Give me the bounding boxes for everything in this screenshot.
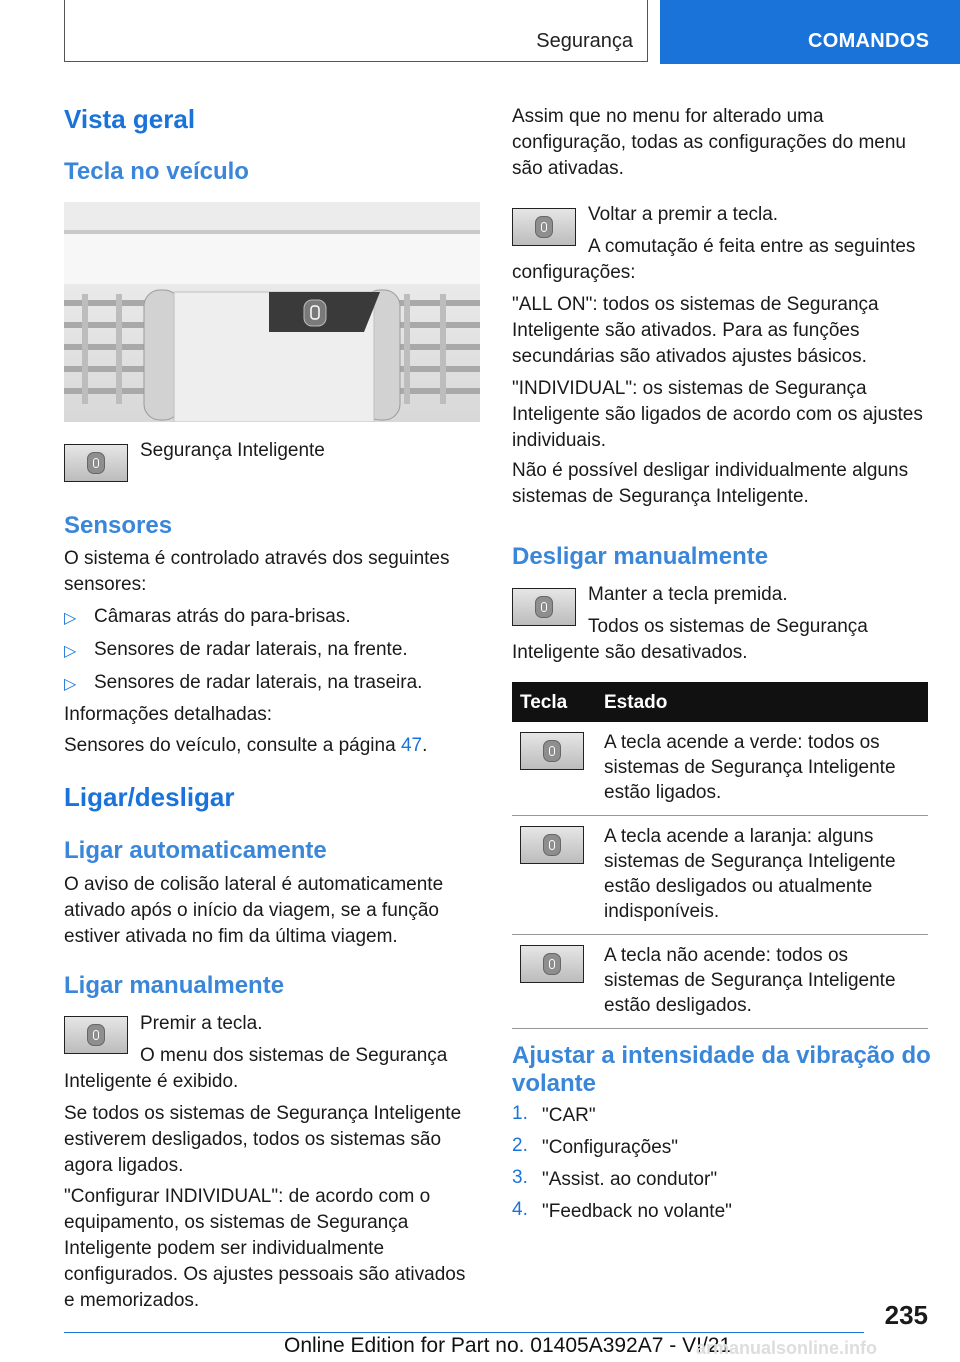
- table-row: [512, 722, 928, 816]
- sensors-intro: O sistema é controlado através dos seguintes sensores:: [64, 548, 450, 595]
- sensor-item-3: Sensores de radar laterais, na traseira.: [94, 672, 423, 693]
- header-chapter-title: COMANDOS: [808, 30, 930, 52]
- details-label: Informações detalhadas:: [64, 704, 273, 725]
- heading-overview: Vista geral: [64, 104, 196, 134]
- step-number: 2.: [512, 1135, 528, 1156]
- manual-step: Premir a tecla.: [140, 1013, 263, 1034]
- heading-sensors: Sensores: [64, 512, 173, 539]
- step-text: "Configurações": [542, 1137, 679, 1158]
- heading-manual-on: Ligar manualmente: [64, 972, 285, 999]
- table-cell-key: [512, 816, 596, 935]
- intelligent-safety-key-icon: [64, 444, 128, 482]
- heading-vibration: Ajustar a intensidade da vibração do volante: [512, 1042, 931, 1097]
- not-possible-text: Não é possível desligar individualmente alguns sistemas de Segurança Inteligente.: [512, 460, 909, 507]
- table-cell-key: [512, 935, 596, 1029]
- manual-result: O menu dos sistemas de Segurança Inteligente é exibido.: [64, 1045, 448, 1092]
- heading-manual-off: Desligar manualmente: [512, 543, 769, 570]
- table-row: [512, 935, 928, 1029]
- intelligent-safety-key-icon: [520, 945, 584, 983]
- individual-text: "INDIVIDUAL": os sistemas de Segurança Inteligente são ligados de acordo com os ajustes individuais.: [512, 378, 923, 451]
- details-reference: Sensores do veículo, consulte a página 47.: [64, 735, 428, 756]
- all-on-text: "ALL ON": todos os sistemas de Segurança Inteligente são ativados. Para as funções secundárias são ativados ajustes básicos.: [512, 294, 879, 367]
- dashboard-vents-illustration: [64, 202, 480, 422]
- table-header-key: Tecla: [512, 682, 596, 722]
- switch-text: A comutação é feita entre as seguintes configurações:: [512, 236, 916, 283]
- header-chapter-box: [660, 0, 960, 64]
- details-text: Sensores do veículo, consulte a página: [64, 735, 396, 756]
- step-number: 4.: [512, 1199, 528, 1220]
- step-number: 1.: [512, 1103, 528, 1124]
- table-cell-state: A tecla acende a verde: todos os sistemas de Segurança Inteligente estão ligados.: [596, 722, 928, 816]
- menu-paragraph: Assim que no menu for alterado uma configuração, todas as configurações do menu são ativadas.: [512, 106, 906, 179]
- key-caption: Segurança Inteligente: [140, 440, 325, 461]
- step-number: 3.: [512, 1167, 528, 1188]
- sensor-item-1: Câmaras atrás do para-brisas.: [94, 606, 351, 627]
- heading-key-in-vehicle: Tecla no veículo: [64, 158, 249, 185]
- table-header-row: [512, 682, 928, 722]
- bullet-triangle-icon: ▷: [64, 610, 77, 627]
- press-again-step: Voltar a premir a tecla.: [588, 204, 779, 225]
- manual-paragraph-1: Se todos os sistemas de Segurança Inteligente estiverem desligados, todos os sistemas são agora ligados.: [64, 1103, 462, 1176]
- sensor-item-2: Sensores de radar laterais, na frente.: [94, 639, 408, 660]
- header-section-box: [64, 0, 648, 62]
- bullet-triangle-icon: ▷: [64, 643, 77, 660]
- step-text: "Feedback no volante": [542, 1201, 732, 1222]
- key-state-table: [512, 682, 928, 1029]
- table-cell-state: A tecla não acende: todos os sistemas de Segurança Inteligente estão desligados.: [596, 935, 928, 1029]
- table-cell-state: A tecla acende a laranja: alguns sistemas de Segurança Inteligente estão desligados ou atualmente indisponíveis.: [596, 816, 928, 935]
- table-row: [512, 816, 928, 935]
- table-header-state: Estado: [596, 682, 928, 722]
- table-cell-key: [512, 722, 596, 816]
- footer-watermark: armanualsonline.info: [696, 1338, 878, 1358]
- auto-on-text: O aviso de colisão lateral é automaticamente ativado após o início da viagem, se a função estiver ativada no fim da última viagem.: [64, 874, 444, 947]
- footer-divider: [64, 1332, 864, 1333]
- vehicle-key-photo: [64, 202, 480, 422]
- bullet-triangle-icon: ▷: [64, 676, 77, 693]
- step-text: "CAR": [542, 1105, 596, 1126]
- footer-edition: Online Edition for Part no. 01405A392A7 - VI/21: [284, 1334, 732, 1357]
- off-result: Todos os sistemas de Segurança Inteligente são desativados.: [512, 616, 868, 663]
- header-section-title: Segurança: [536, 30, 633, 52]
- page-reference-link[interactable]: 47: [400, 735, 423, 756]
- step-text: "Assist. ao condutor": [542, 1169, 718, 1190]
- off-step: Manter a tecla premida.: [588, 584, 788, 605]
- heading-auto-on: Ligar automaticamente: [64, 837, 327, 864]
- page-number: 235: [884, 1300, 928, 1330]
- intelligent-safety-key-icon: [520, 826, 584, 864]
- manual-paragraph-2: "Configurar INDIVIDUAL": de acordo com o equipamento, os sistemas de Segurança Inteligente podem ser individualmente configurados. Os ajustes pessoais são ativados e memorizados.: [64, 1186, 466, 1311]
- heading-on-off: Ligar/desligar: [64, 782, 235, 812]
- intelligent-safety-key-icon: [520, 732, 584, 770]
